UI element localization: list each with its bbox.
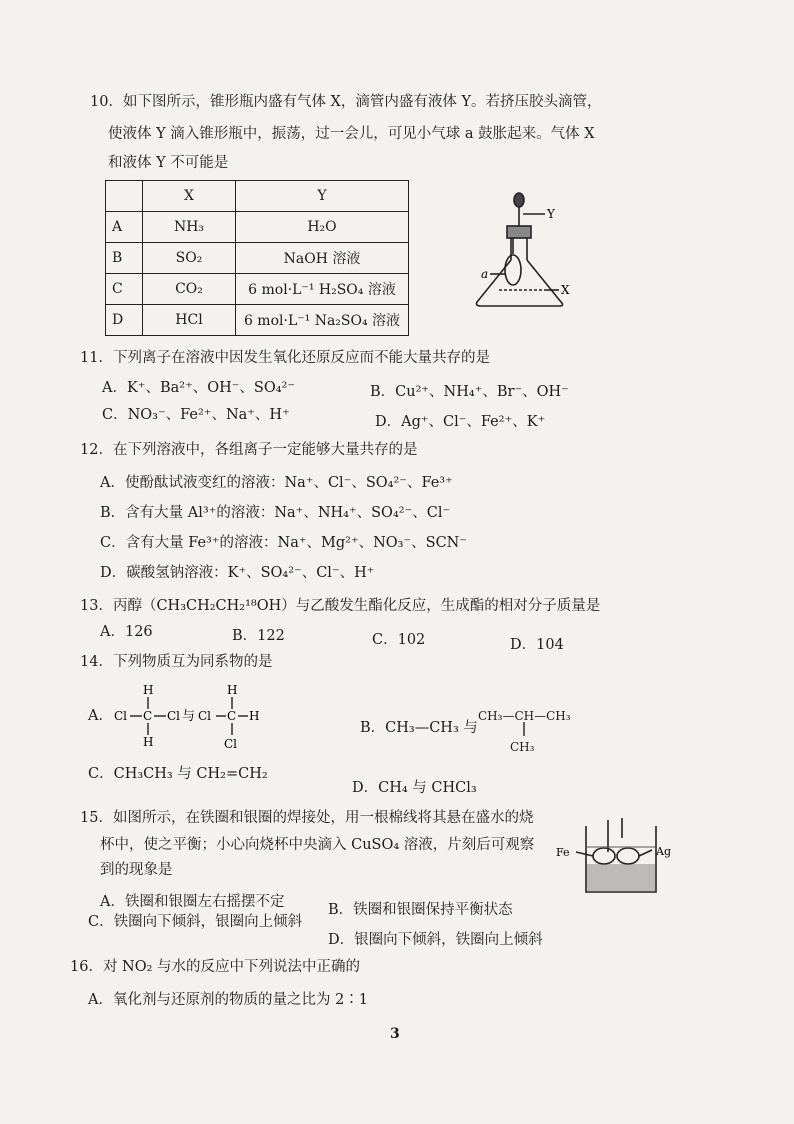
- table-cell: 6 mol·L⁻¹ H₂SO₄ 溶液: [236, 274, 409, 305]
- q10-line2: 使液体 Y 滴入锥形瓶中，振荡，过一会儿，可见小气球 a 鼓胀起来。气体 X: [108, 126, 595, 142]
- table-header-cell: Y: [236, 181, 409, 212]
- atom-h: H: [249, 709, 260, 723]
- q11-option-b: B．Cu²⁺、NH₄⁺、Br⁻、OH⁻: [370, 384, 569, 400]
- page-number: 3: [390, 1026, 400, 1042]
- table-cell: HCl: [143, 305, 236, 336]
- q12-option-d: D．碳酸氢钠溶液：K⁺、SO₄²⁻、Cl⁻、H⁺: [100, 565, 375, 581]
- beaker-label-fe: Fe: [556, 846, 570, 859]
- q11-stem: 11．下列离子在溶液中因发生氧化还原反应而不能大量共存的是: [80, 350, 490, 366]
- atom-cl: Cl: [224, 737, 238, 751]
- atom-cl: Cl: [198, 709, 212, 723]
- q14-option-b-main-chain: CH₃—CH—CH₃: [478, 709, 571, 723]
- atom-cl: Cl: [114, 709, 128, 723]
- flask-figure: [455, 188, 585, 316]
- q10-line1: 10．如下图所示，锥形瓶内盛有气体 X，滴管内盛有液体 Y。若挤压胶头滴管，: [90, 94, 602, 110]
- table-row: [106, 305, 409, 336]
- q12-option-b: B．含有大量 Al³⁺的溶液：Na⁺、NH₄⁺、SO₄²⁻、Cl⁻: [100, 505, 451, 521]
- q13-option-c: C．102: [372, 632, 426, 648]
- atom-h: H: [143, 683, 154, 697]
- q13-option-d: D．104: [510, 637, 564, 653]
- q11-option-a: A．K⁺、Ba²⁺、OH⁻、SO₄²⁻: [102, 380, 296, 396]
- q15-option-a: A．铁圈和银圈左右摇摆不定: [100, 894, 285, 910]
- q13-stem: 13．丙醇（CH₃CH₂CH₂¹⁸OH）与乙酸发生酯化反应，生成酯的相对分子质量是: [80, 598, 601, 614]
- q15-line3: 到的现象是: [100, 862, 173, 878]
- table-cell: D: [106, 305, 143, 336]
- q10-table: [105, 180, 409, 336]
- table-cell: NH₃: [143, 212, 236, 243]
- table-header-cell: [106, 181, 143, 212]
- q12-option-a: A．使酚酞试液变红的溶液：Na⁺、Cl⁻、SO₄²⁻、Fe³⁺: [100, 475, 453, 491]
- q14-option-a-structures: [110, 680, 280, 752]
- q16-stem: 16．对 NO₂ 与水的反应中下列说法中正确的: [70, 959, 361, 975]
- q14-option-d: D．CH₄ 与 CHCl₃: [352, 780, 477, 796]
- q11-option-d: D．Ag⁺、Cl⁻、Fe²⁺、K⁺: [375, 414, 546, 430]
- q15-line2: 杯中，使之平衡；小心向烧杯中央滴入 CuSO₄ 溶液，片刻后可观察: [100, 837, 535, 853]
- table-cell: NaOH 溶液: [236, 243, 409, 274]
- table-header-cell: X: [143, 181, 236, 212]
- q12-option-c: C．含有大量 Fe³⁺的溶液：Na⁺、Mg²⁺、NO₃⁻、SCN⁻: [100, 535, 468, 551]
- q16-option-a: A．氧化剂与还原剂的物质的量之比为 2∶1: [88, 992, 369, 1008]
- atom-c: C: [227, 709, 237, 723]
- atom-h: H: [143, 735, 154, 749]
- q11-option-c: C．NO₃⁻、Fe²⁺、Na⁺、H⁺: [102, 407, 290, 423]
- q15-option-d: D．银圈向下倾斜，铁圈向上倾斜: [328, 932, 543, 948]
- table-cell: B: [106, 243, 143, 274]
- q14-stem: 14．下列物质互为同系物的是: [80, 654, 273, 670]
- q15-line1: 15．如图所示，在铁圈和银圈的焊接处，用一根棉线将其悬在盛水的烧: [80, 810, 534, 826]
- q14-option-c: C．CH₃CH₃ 与 CH₂=CH₂: [88, 766, 268, 782]
- table-header-row: [106, 181, 409, 212]
- table-cell: SO₂: [143, 243, 236, 274]
- flask-label-a: a: [481, 267, 489, 281]
- q14-option-b: B．CH₃—CH₃ 与: [360, 720, 478, 736]
- table-cell: H₂O: [236, 212, 409, 243]
- table-row: [106, 212, 409, 243]
- table-cell: 6 mol·L⁻¹ Na₂SO₄ 溶液: [236, 305, 409, 336]
- q14-option-b-bond: [518, 722, 530, 738]
- atom-cl: Cl: [167, 709, 181, 723]
- q13-option-a: A．126: [100, 624, 153, 640]
- q14-a-join: 与: [182, 709, 196, 724]
- q15-option-b: B．铁圈和银圈保持平衡状态: [328, 902, 513, 918]
- q13-option-b: B．122: [232, 628, 285, 644]
- beaker-label-ag: Ag: [656, 845, 671, 858]
- atom-c: C: [143, 709, 153, 723]
- table-cell: A: [106, 212, 143, 243]
- flask-label-y: Y: [547, 207, 555, 221]
- q15-option-c: C．铁圈向下倾斜，银圈向上倾斜: [88, 914, 303, 930]
- q14-option-a-prefix: A．: [88, 708, 113, 724]
- q14-option-b-branch: CH₃: [510, 740, 535, 754]
- table-row: [106, 274, 409, 305]
- atom-h: H: [227, 683, 238, 697]
- beaker-figure: [556, 818, 682, 898]
- table-row: [106, 243, 409, 274]
- table-cell: C: [106, 274, 143, 305]
- q10-line3: 和液体 Y 不可能是: [108, 155, 229, 171]
- table-cell: CO₂: [143, 274, 236, 305]
- flask-label-x: X: [561, 283, 570, 297]
- q12-stem: 12．在下列溶液中，各组离子一定能够大量共存的是: [80, 442, 418, 458]
